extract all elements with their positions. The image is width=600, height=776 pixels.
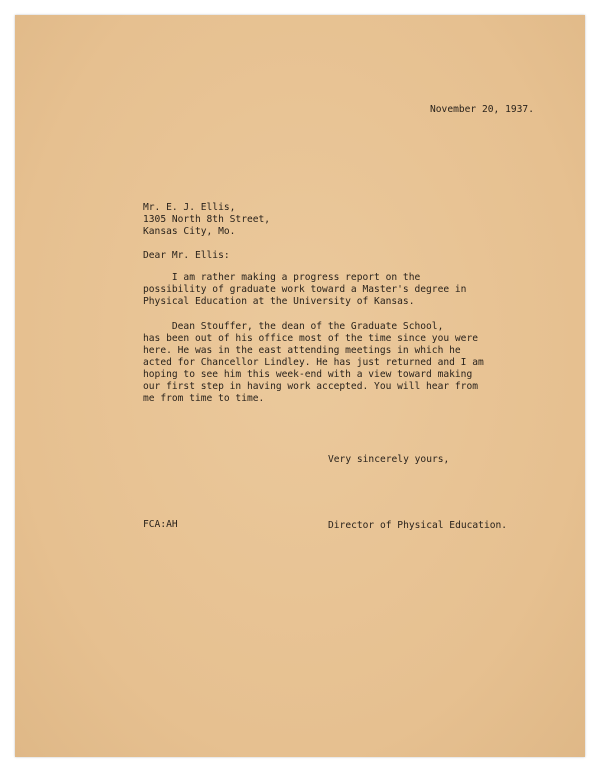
letter-date: November 20, 1937. xyxy=(430,104,534,115)
recipient-name: Mr. E. J. Ellis, xyxy=(143,202,236,213)
paragraph-line: me from time to time. xyxy=(143,393,265,404)
recipient-city: Kansas City, Mo. xyxy=(143,226,236,237)
recipient-street: 1305 North 8th Street, xyxy=(143,214,271,225)
paragraph-1 xyxy=(143,272,466,308)
letter-page xyxy=(15,15,585,757)
paragraph-line: Dean Stouffer, the dean of the Graduate School, xyxy=(143,321,444,332)
closing: Very sincerely yours, xyxy=(328,454,450,465)
paragraph-line: hoping to see him this week-end with a view toward making xyxy=(143,369,473,380)
paragraph-line: acted for Chancellor Lindley. He has just returned and I am xyxy=(143,357,484,368)
paragraph-2 xyxy=(143,321,484,405)
signature-title: Director of Physical Education. xyxy=(328,520,508,531)
paragraph-line: possibility of graduate work toward a Master's degree in xyxy=(143,284,467,295)
typist-initials: FCA:AH xyxy=(143,519,178,530)
paragraph-line: has been out of his office most of the time since you were xyxy=(143,333,479,344)
salutation: Dear Mr. Ellis: xyxy=(143,250,230,261)
paragraph-line: Physical Education at the University of Kansas. xyxy=(143,296,415,307)
paragraph-line: our first step in having work accepted. You will hear from xyxy=(143,381,479,392)
paragraph-line: here. He was in the east attending meetings in which he xyxy=(143,345,461,356)
paragraph-line: I am rather making a progress report on the xyxy=(143,272,421,283)
